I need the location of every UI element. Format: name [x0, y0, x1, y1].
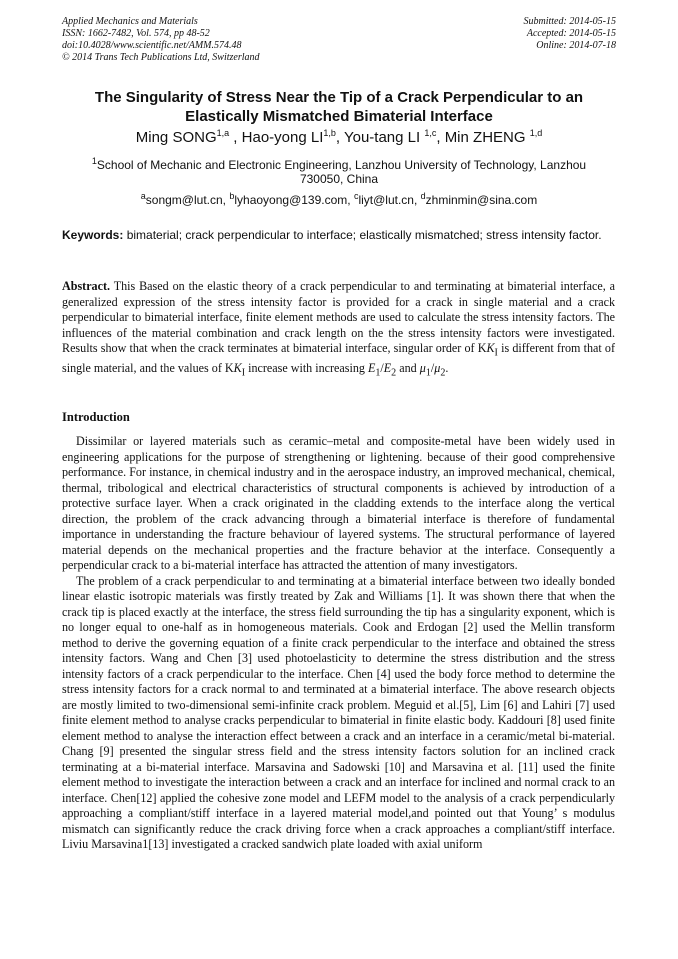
- section-heading-introduction: Introduction: [62, 410, 130, 424]
- journal-doi[interactable]: doi:10.4028/www.scientific.net/AMM.574.48: [62, 40, 242, 51]
- keywords-label: Keywords:: [62, 228, 124, 242]
- abstract-variable: μ: [419, 360, 426, 375]
- email-list: [60, 193, 618, 207]
- abstract-text: .: [445, 360, 449, 375]
- email-link[interactable]: liyt@lut.cn: [358, 193, 414, 207]
- author-name: You-tang LI: [343, 129, 425, 146]
- journal-header-right: [524, 16, 617, 52]
- online-date: Online: 2014-07-18: [536, 40, 616, 51]
- abstract-sub: 1: [375, 367, 381, 379]
- abstract-text: This Based on the elastic theory of a crack perpendicular to and terminating at bimaterial interface, a generalized expression of the stress intensity factor is provided for a crack in single material and a crack perpendicular to bimaterial interface, finite element methods are used to calculate the stress intensity factors. The influences of the material combination and crack length on the the stress intensity factors were investigated. Results show that when the crack terminates at bimaterial interface, singular order of K: [62, 279, 615, 355]
- journal-name: Applied Mechanics and Materials: [62, 16, 198, 27]
- submitted-date: Submitted: 2014-05-15: [523, 16, 616, 27]
- author-sup: 1,c: [424, 128, 437, 138]
- accepted-date: Accepted: 2014-05-15: [526, 28, 616, 39]
- title-line-2: Elastically Mismatched Bimaterial Interface: [185, 108, 493, 125]
- abstract-text: /E: [380, 360, 392, 375]
- abstract: Abstract. This Based on the elastic theory of a crack perpendicular to and terminating at bimaterial interface, a generalized expression of the stress intensity factor is provided for a crack in single material and a crack perpendicular to bimaterial interface, finite element methods are used to calculate the stress intensity factors. The influences of the material combination and crack length on the the stress intensity factors were investigated. Results show that when the crack terminates at bimaterial interface, singular order of $KK_I$ is different from that of single material, and the values of $KK_I$ increase with increasing $E_1/E_2$ and $\mu_1/\mu_2$.: [62, 279, 615, 379]
- author-sep: ,: [229, 129, 242, 146]
- email-sup: b: [229, 191, 235, 201]
- journal-issn: ISSN: 1662-7482, Vol. 574, pp 48-52: [62, 28, 210, 39]
- email-sep: ,: [222, 193, 230, 207]
- abstract-sub: 2: [440, 367, 446, 379]
- journal-copyright: © 2014 Trans Tech Publications Ltd, Switzerland: [62, 52, 260, 63]
- abstract-sub: I: [494, 347, 498, 359]
- paper-title: [60, 88, 618, 126]
- abstract-sub: 1: [425, 367, 431, 379]
- paragraph: Dissimilar or layered materials such as ceramic–metal and composite-metal have been widely used in engineering applications for the purpose of strengthening or lightening. because of their good comprehensive performance. For instance, in chemical industry and in the aerospace industry, an improved mechanical, chemical, thermal, tribological and electrical characteristics of structural components is achieved by introduction of a protective surface layer. When a crack originated in the cladding extends to the interface along the vertical direction, the problem of the crack advancing through a bimaterial interface is therefore of fundamental importance in understanding the fracture behaviour of layered systems. The structural performance of layered material depends on the mechanical properties and the fracture behavior at the interface. Consequently a perpendicular crack to a bi-material interface has attracted the attention of many investigators.: [62, 434, 615, 572]
- abstract-variable: E: [383, 360, 392, 375]
- abstract-text: and μ: [396, 360, 426, 375]
- abstract-text: is different from that of single material, and the values of K: [62, 341, 615, 375]
- email-link[interactable]: zhminmin@sina.com: [425, 193, 538, 207]
- abstract-variable: E: [367, 360, 376, 375]
- email-link[interactable]: songm@lut.cn: [145, 193, 223, 207]
- affiliation: [80, 158, 598, 186]
- author-name: Min ZHENG: [444, 129, 530, 146]
- email-link[interactable]: lyhaoyong@139.com: [234, 193, 348, 207]
- author-name: Ming SONG: [135, 129, 217, 146]
- abstract-variable: μ: [434, 360, 441, 375]
- email-sup: c: [353, 191, 359, 201]
- abstract-text: increase with increasing E: [245, 360, 376, 375]
- abstract-sub: 2: [391, 367, 397, 379]
- journal-header-left: [62, 16, 260, 64]
- abstract-sub: I: [241, 367, 246, 379]
- author-sep: ,: [436, 129, 445, 146]
- email-sup: d: [420, 191, 426, 201]
- affiliation-sup: 1: [91, 156, 97, 166]
- author-list: [60, 129, 618, 147]
- email-sep: ,: [413, 193, 421, 207]
- affiliation-text: School of Mechanic and Electronic Engineering, Lanzhou University of Technology, Lanzhou 730050, China: [96, 158, 587, 186]
- paragraph: The problem of a crack perpendicular to and terminating at a bimaterial interface between two ideally bonded linear elastic isotropic materials was firstly treated by Zak and Williams [1]. It was shown there that when the crack tip is placed exactly at the interface, the stress field surrounding the tip has a singularity exponent, which is no longer equal to one-half as in homogeneous materials. Cook and Erdogan [2] used the Mellin transform method to derive the governing equation of a finite crack perpendicular to the interface and obtained the stress intensity factors. Wang and Chen [3] used photoelasticity to determine the stress distribution and the stress intensity factors of a crack perpendicular to the interface. Chen [4] used the body force method to determine the stress intensity factors for a crack normal to and terminated at a bimaterial interface. The above research objects are mostly limited to two-dimensional semi-infinite crack problem. Meguid et al.[5], Lim [6] and Lahiri [7] used finite element method to analyse cracks perpendicular to bimaterial in finite elastic body. Kaddouri [8] used finite element method to analyse the interaction effect between a crack and an interface in a ceramic/metal bi-material. Chang [9] presented the singular stress field and the stress intensity factors solution for an inclined crack terminating at a bi-material interface. Marsavina and Sadowski [10] and Marsavina et al. [11] used the finite element method to investigate the interaction between a crack and an interface for inclined and normal crack to an interface. Chen[12] applied the cohesive zone model and LEFM model to the analysis of a crack perpendicularly approaching a compliant/stiff interface in a layered material model,and pointed out that Young’ s modulus mismatch can significantly reduce the crack driving force when a crack approaches a compliant/stiff interface. Liviu Marsavina1[13] investigated a cracked sandwich plate loaded with axial uniform: [62, 573, 615, 851]
- introduction-body: [62, 434, 615, 853]
- author-name: Hao-yong LI: [241, 129, 324, 146]
- author-sup: 1,d: [529, 128, 543, 138]
- author-sup: 1,a: [216, 128, 230, 138]
- title-line-1: The Singularity of Stress Near the Tip of a Crack Perpendicular to an: [94, 89, 584, 106]
- email-sep: ,: [347, 193, 354, 207]
- email-sup: a: [140, 191, 146, 201]
- author-sup: 1,b: [323, 128, 336, 138]
- keywords-text: bimaterial; crack perpendicular to interface; elastically mismatched; stress intensity factor.: [123, 228, 602, 242]
- abstract-label: Abstract.: [62, 279, 111, 293]
- abstract-text: /μ: [430, 360, 441, 375]
- keywords: [62, 228, 615, 243]
- author-sep: ,: [335, 129, 344, 146]
